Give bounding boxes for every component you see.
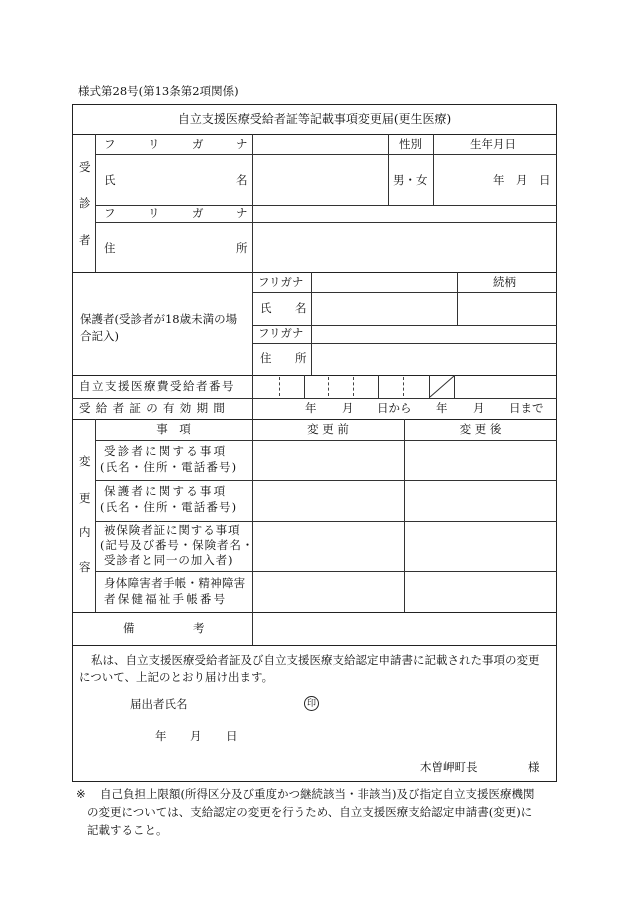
row-item-line: (氏名・住所・電話番号) [100, 460, 238, 474]
after-input[interactable] [405, 522, 556, 570]
birth-month[interactable]: 月 [516, 173, 528, 187]
after-input[interactable] [405, 572, 556, 611]
after-input[interactable] [405, 481, 556, 520]
validity-end-year[interactable]: 年 [436, 401, 448, 415]
header-after: 変 更 後 [459, 422, 502, 436]
declaration-line2: について、上記のとおり届け出ます。 [79, 670, 274, 684]
patient-address-furigana-input[interactable] [253, 206, 556, 221]
form-number: 様式第28号(第13条第2項関係) [78, 84, 239, 98]
changes-group-char: 内 [79, 525, 91, 539]
changes-group-char: 変 [79, 454, 91, 468]
birth-day[interactable]: 日 [539, 173, 551, 187]
footnote-line1: 自己負担上限額(所得区分及び重度かつ継続該当・非該当)及び指定自立支援医療機関 [100, 787, 535, 801]
remarks-label-char: 備 [123, 621, 135, 635]
patient-furigana-input[interactable] [253, 135, 387, 153]
after-input[interactable] [405, 441, 556, 479]
furigana-char: ナ [236, 137, 248, 151]
guardian-address-furigana-input[interactable] [312, 326, 556, 342]
applicant-name-input[interactable] [195, 693, 300, 713]
recipient-mayor: 木曽岬町長 [420, 760, 478, 774]
changes-group-char: 更 [79, 491, 91, 505]
footnote-line2: の変更については、支給認定の変更を行うため、自立支援医療支給認定申請書(変更)に [87, 805, 533, 819]
relation-input[interactable] [458, 293, 556, 324]
before-input[interactable] [253, 441, 403, 479]
changes-group-char: 容 [79, 560, 91, 574]
footnote-mark: ※ [76, 787, 86, 801]
birth-year[interactable]: 年 [493, 173, 505, 187]
furigana-char: リ [148, 137, 160, 151]
row-item-line: 身体障害者手帳・精神障害 [104, 576, 246, 590]
row-item-line: 保護者に関する事項 [104, 484, 228, 498]
guardian-name-input[interactable] [312, 293, 456, 324]
address-label-char: 所 [236, 241, 248, 255]
row-item-line: (氏名・住所・電話番号) [100, 500, 238, 514]
before-input[interactable] [253, 522, 403, 570]
applicant-label: 届出者氏名 [130, 697, 188, 711]
patient-name-input[interactable] [253, 155, 387, 204]
footnote-line3: 記載すること。 [87, 823, 168, 837]
validity-label: 受給者証の有効期間 [79, 401, 231, 415]
patient-group-char: 者 [79, 233, 91, 247]
recipient-number-label: 自立支援医療費受給者番号 [79, 379, 235, 393]
row-item-line: 受診者に関する事項 [104, 444, 228, 458]
row-item-line: 被保険者証に関する事項 [104, 523, 241, 537]
patient-address-input[interactable] [253, 223, 556, 271]
patient-group-char: 受 [79, 160, 91, 174]
guardian-label-line1: 保護者(受診者が18歳未満の場 [80, 312, 238, 326]
row-item-line: 受診者と同一の加入者) [104, 553, 234, 567]
furigana-char: フ [104, 206, 116, 220]
furigana-char: ガ [192, 137, 204, 151]
header-item: 事 項 [156, 422, 191, 436]
validity-end-month[interactable]: 月 [473, 401, 485, 415]
validity-start-day[interactable]: 日から [377, 401, 412, 415]
sex-options[interactable]: 男・女 [393, 173, 428, 187]
before-input[interactable] [253, 481, 403, 520]
address-label-char: 住 [104, 241, 116, 255]
guardian-address-char: 住 [260, 351, 272, 365]
recipient-number-input[interactable] [253, 376, 453, 397]
guardian-furigana-input[interactable] [312, 273, 456, 291]
name-label-char: 名 [236, 173, 248, 187]
sex-label: 性別 [399, 137, 422, 151]
validity-start-year[interactable]: 年 [305, 401, 317, 415]
relation-label: 続柄 [493, 275, 516, 289]
declaration-line1: 私は、自立支援医療受給者証及び自立支援医療支給認定申請書に記載された事項の変更 [91, 653, 540, 667]
furigana-char: フ [104, 137, 116, 151]
row-item-line: (記号及び番号・保険者名・ [100, 538, 255, 552]
guardian-name-char: 氏 [260, 301, 272, 315]
furigana-char: ナ [236, 206, 248, 220]
guardian-label-line2: 合記入) [80, 329, 119, 343]
remarks-label-char: 考 [193, 621, 205, 635]
header-before: 変 更 前 [307, 422, 349, 436]
birthdate-label: 生年月日 [470, 137, 516, 151]
validity-end-day[interactable]: 日まで [509, 401, 544, 415]
form-title: 自立支援医療受給者証等記載事項変更届(更生医療) [177, 112, 452, 126]
submit-month[interactable]: 月 [190, 729, 202, 743]
submit-year[interactable]: 年 [155, 729, 167, 743]
guardian-furigana-label: フリガナ [258, 275, 304, 289]
guardian-address-furigana-label: フリガナ [258, 326, 304, 340]
name-label-char: 氏 [104, 173, 116, 187]
patient-group-char: 診 [79, 196, 91, 210]
row-item-line: 者保健福祉手帳番号 [104, 592, 228, 606]
guardian-address-input[interactable] [312, 344, 556, 374]
remarks-input[interactable] [253, 613, 556, 644]
before-input[interactable] [253, 572, 403, 611]
guardian-address-char: 所 [295, 351, 307, 365]
honorific: 様 [528, 760, 540, 774]
guardian-name-char: 名 [295, 301, 307, 315]
seal-icon: 印 [304, 696, 319, 711]
submit-day[interactable]: 日 [226, 729, 238, 743]
validity-start-month[interactable]: 月 [342, 401, 354, 415]
furigana-char: リ [148, 206, 160, 220]
furigana-char: ガ [192, 206, 204, 220]
